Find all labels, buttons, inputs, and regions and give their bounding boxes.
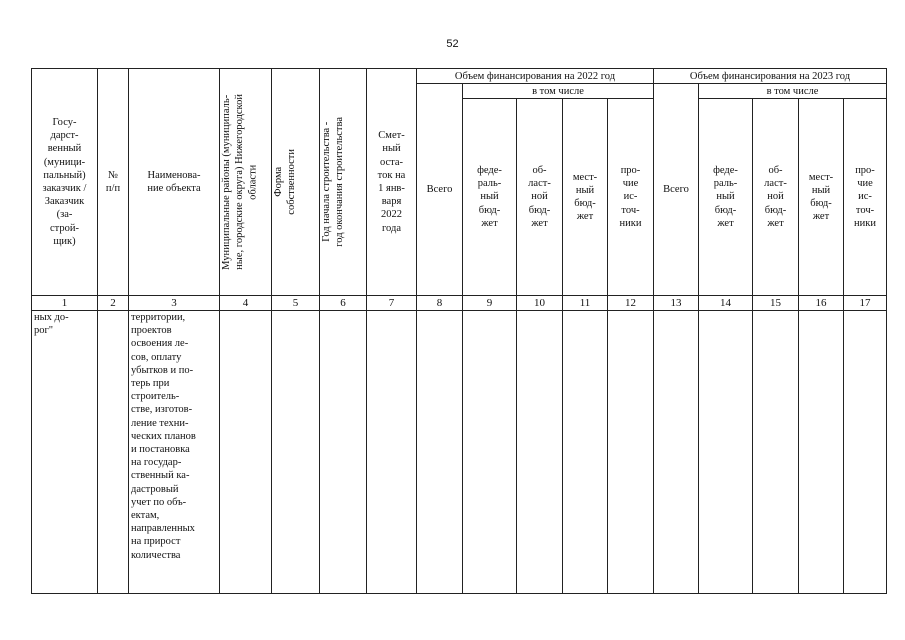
column-number: 10	[517, 296, 563, 311]
column-number: 2	[98, 296, 129, 311]
column-number: 12	[608, 296, 654, 311]
header-including-2022: в том числе	[463, 84, 654, 99]
column-number: 14	[699, 296, 753, 311]
header-municipalities: Муниципальные районы (муниципаль- ные, городские округа) Нижегородской области	[220, 69, 272, 296]
row-object-name-cell: территории, проектов освоения ле- сов, оплату убытков и по- терь при строитель- стве, изготов- ление техни- ческих планов и постановка на государ- ственный ка- дастровый учет по объ- ектам, направленных на прирост количества	[129, 311, 220, 594]
header-including-2023: в том числе	[699, 84, 887, 99]
column-number: 8	[417, 296, 463, 311]
column-number: 17	[844, 296, 887, 311]
header-regional-2023: об- ласт- ной бюд- жет	[753, 99, 799, 296]
column-number: 3	[129, 296, 220, 311]
header-ownership: Форма собственности	[272, 69, 320, 296]
column-number: 15	[753, 296, 799, 311]
row-empty-cell	[608, 311, 654, 594]
header-local-2023: мест- ный бюд- жет	[799, 99, 844, 296]
column-number: 11	[563, 296, 608, 311]
page-number: 52	[446, 38, 459, 50]
header-federal-2023: феде- раль- ный бюд- жет	[699, 99, 753, 296]
column-number: 6	[320, 296, 367, 311]
column-number-row	[32, 296, 887, 311]
header-object-name: Наименова- ние объекта	[129, 69, 220, 296]
header-construction-years: Год начала строительства - год окончания строительства	[320, 69, 367, 296]
header-financing-2023: Объем финансирования на 2023 год	[654, 69, 887, 84]
column-number: 7	[367, 296, 417, 311]
column-number: 1	[32, 296, 98, 311]
header-regional-2022: об- ласт- ной бюд- жет	[517, 99, 563, 296]
header-federal-2022: феде- раль- ный бюд- жет	[463, 99, 517, 296]
row-empty-cell	[654, 311, 699, 594]
row-empty-cell	[417, 311, 463, 594]
row-number-cell	[98, 311, 129, 594]
row-empty-cell	[563, 311, 608, 594]
row-empty-cell	[320, 311, 367, 594]
column-number: 9	[463, 296, 517, 311]
row-empty-cell	[367, 311, 417, 594]
row-empty-cell	[272, 311, 320, 594]
header-total-2023: Всего	[654, 84, 699, 296]
row-empty-cell	[753, 311, 799, 594]
row-empty-cell	[463, 311, 517, 594]
table-row	[32, 311, 887, 594]
financing-table	[31, 68, 887, 594]
row-empty-cell	[844, 311, 887, 594]
header-total-2022: Всего	[417, 84, 463, 296]
header-other-2022: про- чие ис- точ- ники	[608, 99, 654, 296]
row-empty-cell	[699, 311, 753, 594]
header-customer: Госу- дарст- венный (муници- пальный) заказчик / Заказчик (за- строй- щик)	[32, 69, 98, 296]
header-local-2022: мест- ный бюд- жет	[563, 99, 608, 296]
row-customer-cell: ных до- рог"	[32, 311, 98, 594]
column-number: 13	[654, 296, 699, 311]
column-number: 16	[799, 296, 844, 311]
header-number: № п/п	[98, 69, 129, 296]
header-financing-2022: Объем финансирования на 2022 год	[417, 69, 654, 84]
header-estimated-balance: Смет- ный оста- ток на 1 янв- варя 2022 года	[367, 69, 417, 296]
row-empty-cell	[799, 311, 844, 594]
row-empty-cell	[220, 311, 272, 594]
column-number: 5	[272, 296, 320, 311]
column-number: 4	[220, 296, 272, 311]
row-empty-cell	[517, 311, 563, 594]
header-other-2023: про- чие ис- точ- ники	[844, 99, 887, 296]
